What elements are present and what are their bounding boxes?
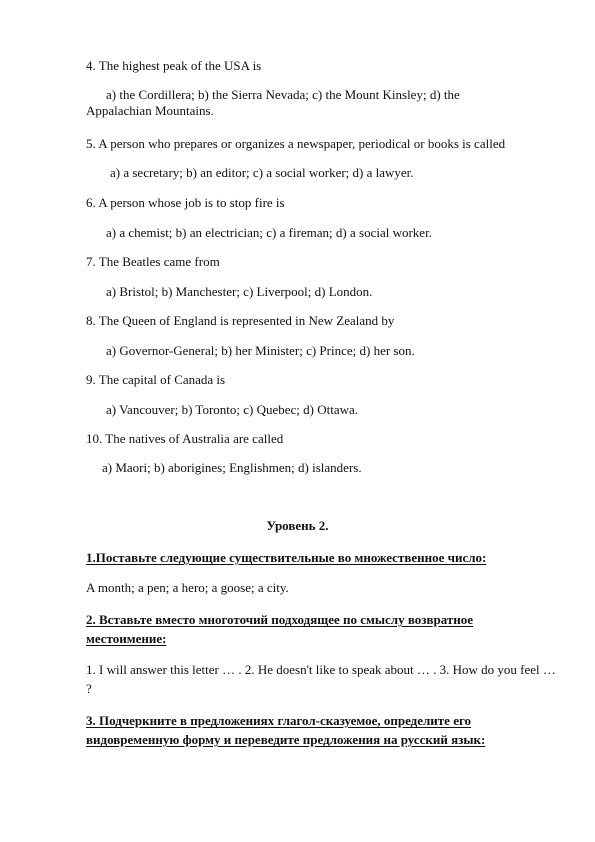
level-heading: Уровень 2. <box>266 518 329 533</box>
question-5-prompt: 5. A person who prepares or organizes a newspaper, periodical or books is called <box>86 136 506 151</box>
task-1-instruction: 1.Поставьте следующие существительные во множественное число: <box>86 550 487 565</box>
question-8-options: a) Governor-General; b) her Minister; c) Prince; d) her son. <box>106 343 415 358</box>
question-7-prompt: 7. The Beatles came from <box>86 254 220 269</box>
question-10-options: a) Maori; b) aborigines; Englishmen; d) islanders. <box>102 460 362 475</box>
question-10-prompt: 10. The natives of Australia are called <box>86 431 284 446</box>
question-7-options: a) Bristol; b) Manchester; c) Liverpool; d) London. <box>106 284 373 299</box>
question-8-prompt: 8. The Queen of England is represented in New Zealand by <box>86 313 395 328</box>
question-6-options: a) a chemist; b) an electrician; c) a fireman; d) a social worker. <box>106 225 432 240</box>
task-1-content: A month; a pen; a hero; a goose; a city. <box>86 580 289 595</box>
question-6-prompt: 6. A person whose job is to stop fire is <box>86 195 285 210</box>
question-9-options: a) Vancouver; b) Toronto; c) Quebec; d) Ottawa. <box>106 402 359 417</box>
question-5-options: a) a secretary; b) an editor; c) a social worker; d) a lawyer. <box>110 165 414 180</box>
task-3-instruction: 3. Подчеркните в предложениях глагол-сказуемое, определите его видовременную форму и переведите предложения на русский язык: <box>86 713 486 747</box>
task-2-instruction: 2. Вставьте вместо многоточий подходящее по смыслу возвратное местоимение: <box>86 612 474 646</box>
question-4-prompt: 4. The highest peak of the USA is <box>86 58 262 73</box>
task-2-content: 1. I will answer this letter … . 2. He doesn't like to speak about … . 3. How do you feel … ? <box>86 662 556 696</box>
question-9-prompt: 9. The capital of Canada is <box>86 372 226 387</box>
question-4-options: a) the Cordillera; b) the Sierra Nevada; c) the Mount Kinsley; d) the Appalachian Mountains. <box>86 87 460 118</box>
